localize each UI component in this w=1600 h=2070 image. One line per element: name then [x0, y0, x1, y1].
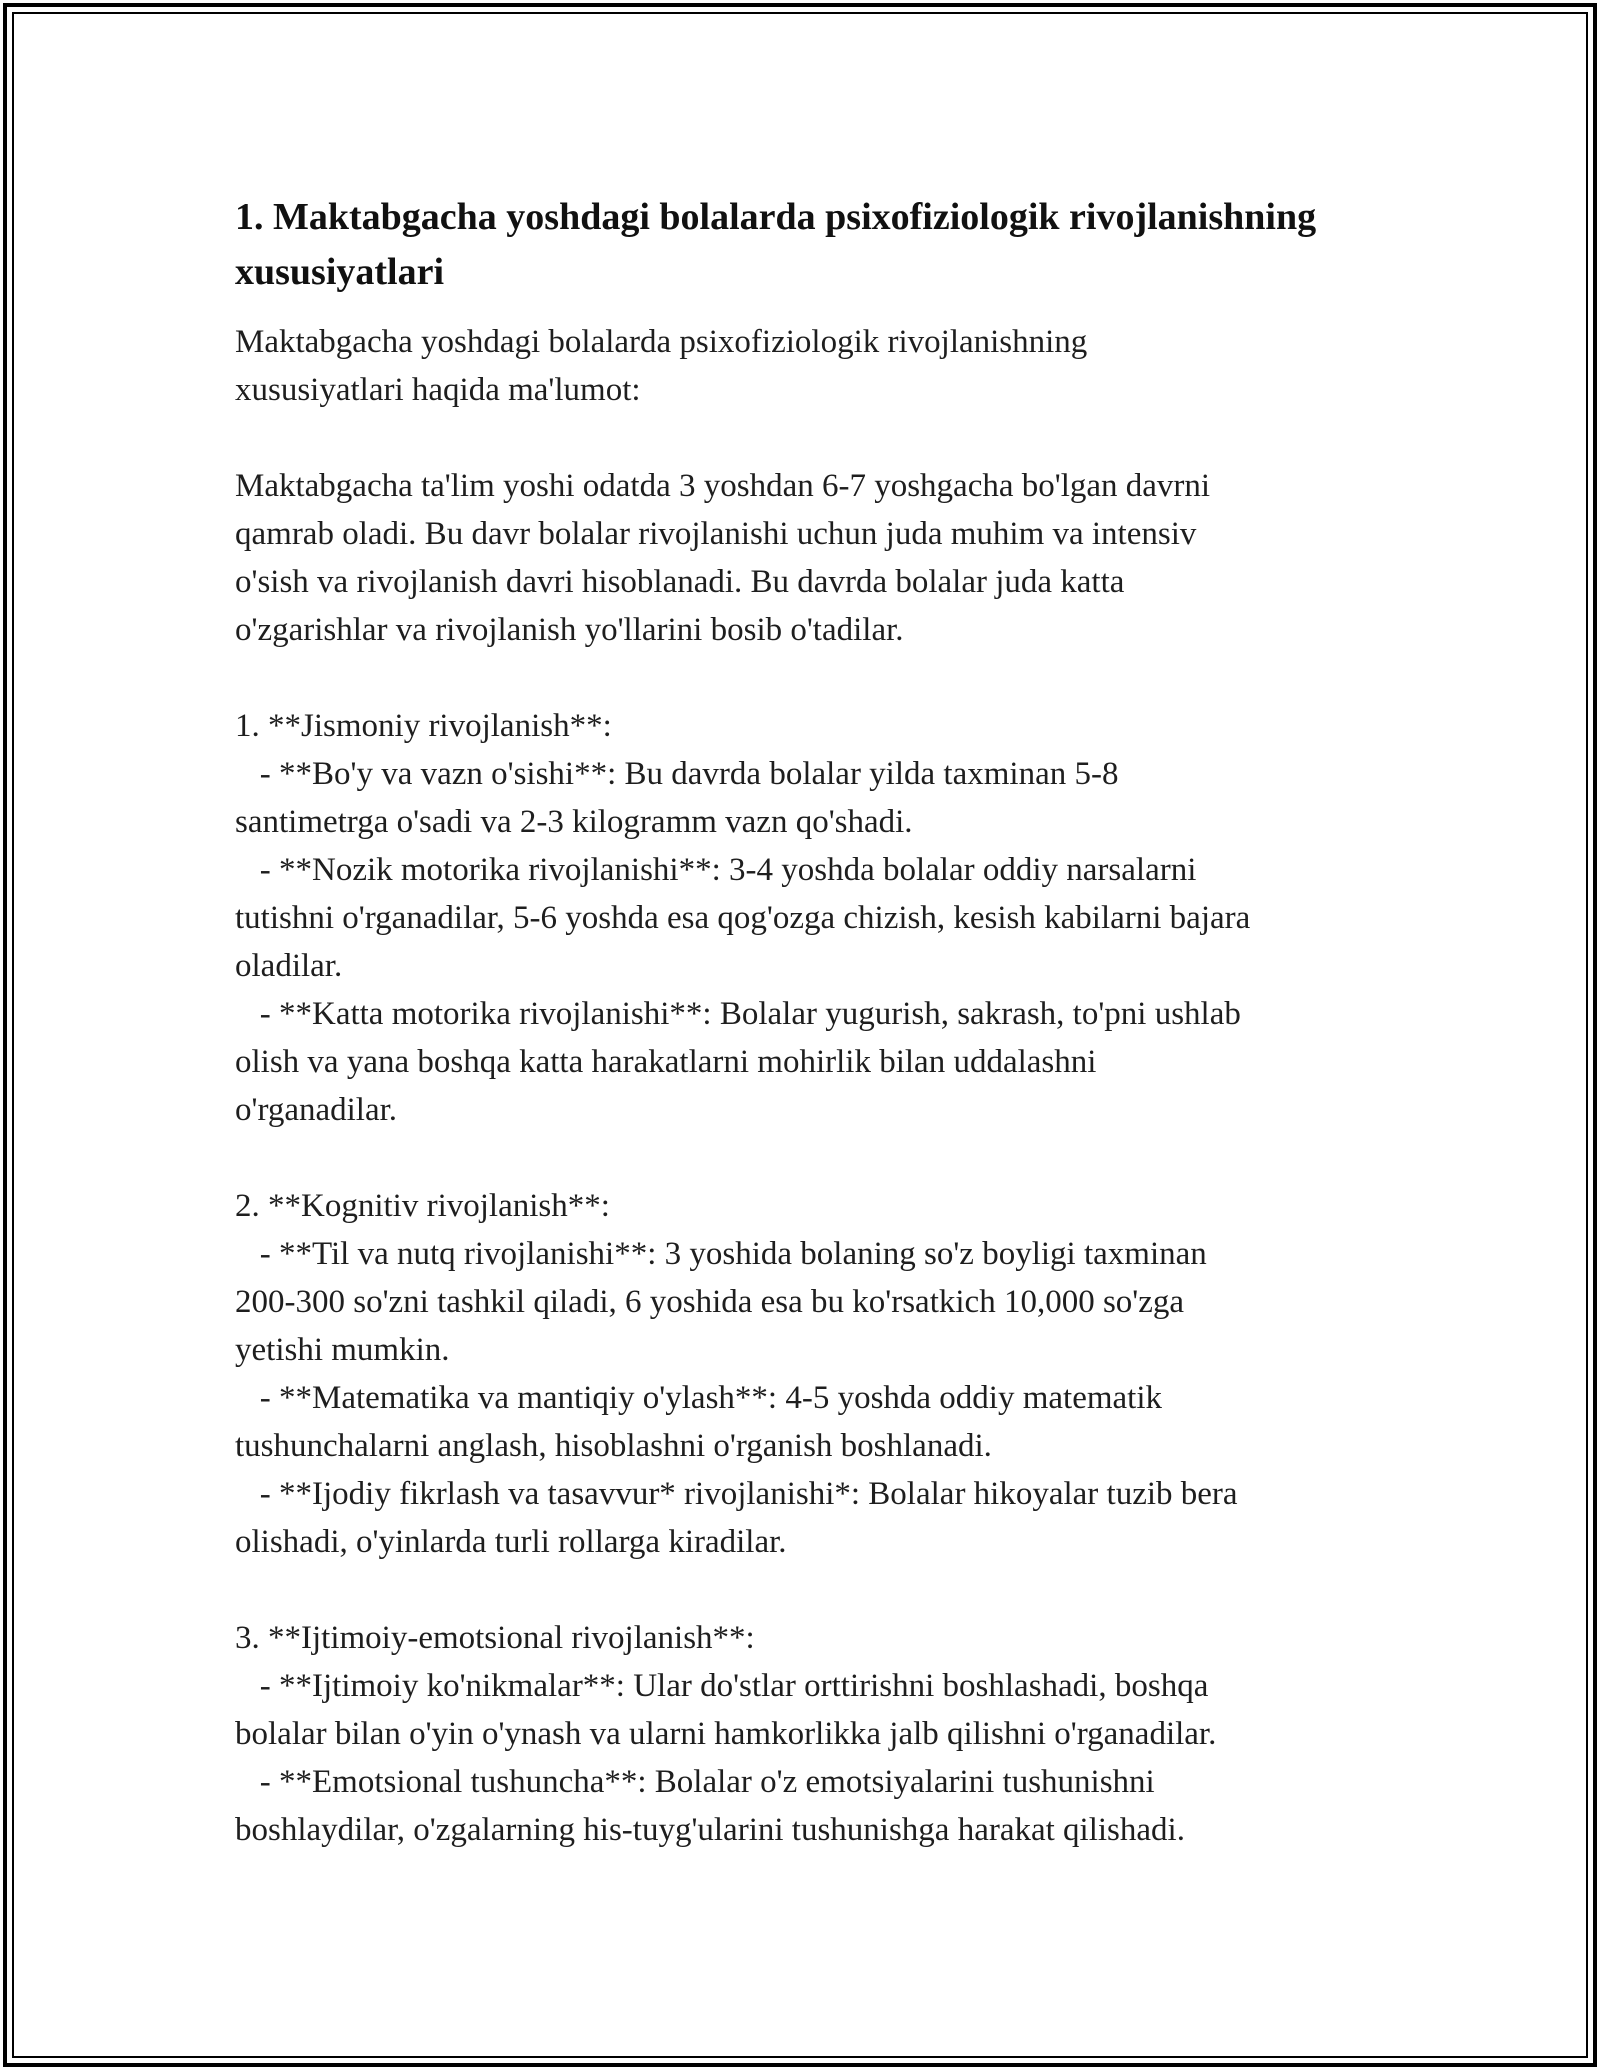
- document-body: Maktabgacha yoshdagi bolalarda psixofiziologik rivojlanishning xususiyatlari haqida ma'lumot: Maktabgacha ta'lim yoshi odatda 3 yoshdan 6-7 yoshgacha bo'lgan davrni qamrab oladi. Bu davr bolalar rivojlanishi uchun juda muhim va intensiv o'sish va rivojlanish davri hisoblanadi. Bu davrda bolalar juda katta o'zgarishlar va rivojlanish yo'llarini bosib o'tadilar. 1. **Jismoniy rivojlanish**: - **Bo'y va vazn o'sishi**: Bu davrda bolalar yilda taxminan 5-8 santimetrga o'sadi va 2-3 kilogramm vazn qo'shadi. - **Nozik motorika rivojlanishi**: 3-4 yoshda bolalar oddiy narsalarni tutishni o'rganadilar, 5-6 yoshda esa qog'ozga chizish, kesish kabilarni bajara oladilar. - **Katta motorika rivojlanishi**: Bolalar yugurish, sakrash, to'pni ushlab olish va yana boshqa katta harakatlarni mohirlik bilan uddalashni o'rganadilar. 2. **Kognitiv rivojlanish**: - **Til va nutq rivojlanishi**: 3 yoshida bolaning so'z boyligi taxminan 200-300 so'zni tashkil qiladi, 6 yoshida esa bu ko'rsatkich 10,000 so'zga yetishi mumkin. - **Matematika va mantiqiy o'ylash**: 4-5 yoshda oddiy matematik tushunchalarni anglash, hisoblashni o'rganish boshlanadi. - **Ijodiy fikrlash va tasavvur* rivojlanishi*: Bolalar hikoyalar tuzib bera olishadi, o'yinlarda turli rollarga kiradilar. 3. **Ijtimoiy-emotsional rivojlanish**: - **Ijtimoiy ko'nikmalar**: Ular do'stlar orttirishni boshlashadi, boshqa bolalar bilan o'yin o'ynash va ularni hamkorlikka jalb qilishni o'rganadilar. - **Emotsional tushuncha**: Bolalar o'z emotsiyalarini tushunishni boshlaydilar, o'zgalarning his-tuyg'ularini tushunishga harakat qilishadi.: [235, 324, 1251, 1848]
- document-title: 1. Maktabgacha yoshdagi bolalarda psixofiziologik rivojlanishning xususiyatlari: [235, 196, 1317, 293]
- document-content: [235, 190, 1395, 1854]
